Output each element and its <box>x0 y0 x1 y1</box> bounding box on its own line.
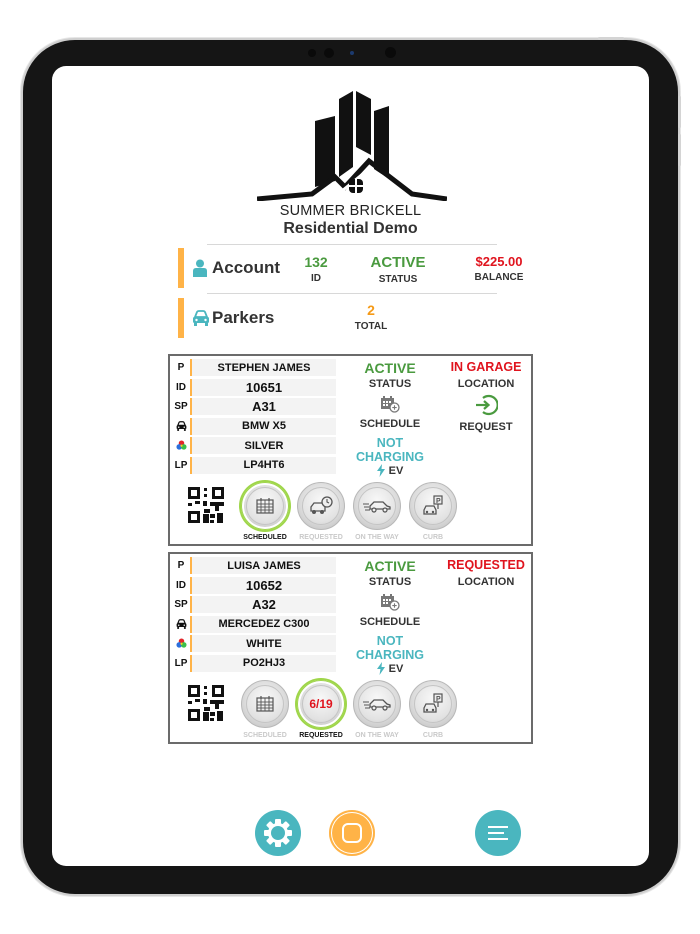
charging-status: NOT CHARGING <box>355 634 425 662</box>
color-palette-icon <box>172 437 192 454</box>
parker-color-row <box>172 634 336 654</box>
parker-name: LUISA JAMES <box>192 557 336 574</box>
stage-label: REQUESTED <box>299 534 343 541</box>
stage-requested[interactable] <box>294 482 348 541</box>
status-column <box>342 558 438 675</box>
home-button[interactable] <box>329 810 375 856</box>
stage-on-the-way[interactable] <box>350 482 404 541</box>
home-square-icon <box>341 822 363 844</box>
lightning-icon <box>377 464 385 477</box>
parker-plate-row <box>172 456 336 476</box>
stage-scheduled[interactable] <box>238 482 292 541</box>
account-balance-value: $225.00 <box>475 254 523 269</box>
stage-curb[interactable] <box>406 680 460 739</box>
parker-card[interactable] <box>168 552 533 744</box>
parker-status-value: ACTIVE <box>364 360 416 376</box>
calendar-icon <box>256 696 274 712</box>
stage-curb[interactable] <box>406 482 460 541</box>
menu-button[interactable] <box>475 810 521 856</box>
sensor-dot <box>385 47 396 58</box>
parker-id: 10652 <box>192 577 336 594</box>
parker-space: A32 <box>192 596 336 613</box>
calendar-icon <box>256 498 274 514</box>
parker-location-value: IN GARAGE <box>450 360 522 374</box>
parker-id-row <box>172 378 336 398</box>
svg-text:P: P <box>436 696 441 703</box>
account-summary[interactable] <box>178 248 523 288</box>
account-status-stat <box>358 254 438 285</box>
tablet-frame <box>23 40 678 894</box>
car-parking-icon <box>422 495 444 517</box>
volume-down-button <box>678 134 681 166</box>
stage-requested[interactable] <box>294 680 348 739</box>
accent-bar <box>178 248 184 288</box>
stage-label: SCHEDULED <box>243 534 287 541</box>
space-label: SP <box>172 596 192 613</box>
ev-label: EV <box>388 662 404 675</box>
accent-bar <box>178 298 184 338</box>
settings-button[interactable] <box>255 810 301 856</box>
schedule-label: SCHEDULE <box>359 616 421 628</box>
parker-status-label: STATUS <box>368 576 412 588</box>
parker-label: P <box>172 557 192 574</box>
location-column <box>440 558 532 588</box>
parker-name: STEPHEN JAMES <box>192 359 336 376</box>
parker-vehicle: BMW X5 <box>192 418 336 435</box>
parker-space-row <box>172 595 336 615</box>
request-label: REQUEST <box>459 421 513 433</box>
car-moving-icon <box>363 697 391 711</box>
color-palette-icon <box>172 635 192 652</box>
parkers-title: Parkers <box>212 308 275 327</box>
car-parking-icon <box>422 693 444 715</box>
schedule-label: SCHEDULE <box>359 418 421 430</box>
parkers-total-label: TOTAL <box>354 321 388 332</box>
parkers-summary[interactable] <box>178 298 523 338</box>
parkers-total-value: 2 <box>367 302 375 318</box>
divider <box>207 244 497 245</box>
parker-color: SILVER <box>192 437 336 454</box>
divider <box>207 293 497 294</box>
account-status-value: ACTIVE <box>370 254 426 271</box>
account-id-stat <box>296 254 336 284</box>
volume-up-button <box>678 96 681 128</box>
parker-label: P <box>172 359 192 376</box>
account-balance-label: BALANCE <box>474 272 524 283</box>
space-label: SP <box>172 398 192 415</box>
schedule-button[interactable] <box>342 593 438 628</box>
parker-name-row <box>172 556 336 576</box>
stage-on-the-way[interactable] <box>350 680 404 739</box>
qr-code-icon[interactable] <box>188 685 226 723</box>
request-button[interactable] <box>440 394 532 433</box>
parker-vehicle-row <box>172 417 336 437</box>
sensor-dot <box>308 49 316 57</box>
parker-id: 10651 <box>192 379 336 396</box>
parker-plate: PO2HJ3 <box>192 655 336 672</box>
stage-scheduled[interactable] <box>238 680 292 739</box>
parker-color-row <box>172 436 336 456</box>
brand-subtitle: Residential Demo <box>283 220 418 237</box>
parker-name-row <box>172 358 336 378</box>
parker-plate: LP4HT6 <box>192 457 336 474</box>
parkers-total-stat <box>346 302 396 332</box>
plate-label: LP <box>172 457 192 474</box>
car-moving-icon <box>363 499 391 513</box>
status-column <box>342 360 438 477</box>
stage-label: CURB <box>422 732 444 739</box>
id-label: ID <box>172 379 192 396</box>
parker-color: WHITE <box>192 635 336 652</box>
person-icon <box>192 259 208 277</box>
progress-stages <box>188 482 478 542</box>
calendar-add-icon <box>380 395 400 413</box>
parker-space: A31 <box>192 398 336 415</box>
charging-status: NOT CHARGING <box>355 436 425 464</box>
vehicle-icon <box>172 418 192 435</box>
lightning-icon <box>377 662 385 675</box>
hamburger-menu-icon <box>486 824 510 842</box>
svg-text:P: P <box>436 498 441 505</box>
account-id-label: ID <box>311 273 321 284</box>
stage-label: CURB <box>422 534 444 541</box>
location-column <box>440 360 532 433</box>
parker-location-value: REQUESTED <box>447 558 525 572</box>
parker-space-row <box>172 397 336 417</box>
account-balance-stat <box>464 254 534 283</box>
enter-arrow-icon <box>474 394 498 416</box>
parker-location-label: LOCATION <box>457 576 515 588</box>
app-screen <box>52 66 649 866</box>
parker-vehicle: MERCEDEZ C300 <box>192 616 336 633</box>
parker-info <box>172 556 336 673</box>
calendar-add-icon <box>380 593 400 611</box>
account-status-label: STATUS <box>378 274 418 285</box>
stage-label: REQUESTED <box>299 732 343 739</box>
brand-name: SUMMER BRICKELL <box>279 203 422 219</box>
car-icon <box>192 310 210 326</box>
requested-date: 6/19 <box>309 697 333 711</box>
vehicle-icon <box>172 616 192 633</box>
schedule-button[interactable] <box>342 395 438 430</box>
account-title: Account <box>212 258 280 277</box>
sensor-dot <box>324 48 334 58</box>
ev-indicator <box>342 464 438 477</box>
parker-plate-row <box>172 654 336 674</box>
camera-lens <box>350 51 354 55</box>
building-logo-icon <box>257 91 447 201</box>
stage-label: SCHEDULED <box>243 732 287 739</box>
car-clock-icon <box>309 496 333 516</box>
stage-label: ON THE WAY <box>355 732 399 739</box>
parker-id-row <box>172 576 336 596</box>
top-button <box>598 37 624 40</box>
ev-indicator <box>342 662 438 675</box>
gear-icon <box>262 817 294 849</box>
progress-stages <box>188 680 478 740</box>
parker-status-label: STATUS <box>368 378 412 390</box>
id-label: ID <box>172 577 192 594</box>
parker-vehicle-row <box>172 615 336 635</box>
qr-code-icon[interactable] <box>188 487 226 525</box>
parker-location-label: LOCATION <box>457 378 515 390</box>
stage-label: ON THE WAY <box>355 534 399 541</box>
ev-label: EV <box>388 464 404 477</box>
parker-status-value: ACTIVE <box>364 558 416 574</box>
plate-label: LP <box>172 655 192 672</box>
account-id-value: 132 <box>304 254 328 270</box>
parker-card[interactable] <box>168 354 533 546</box>
parker-info <box>172 358 336 475</box>
